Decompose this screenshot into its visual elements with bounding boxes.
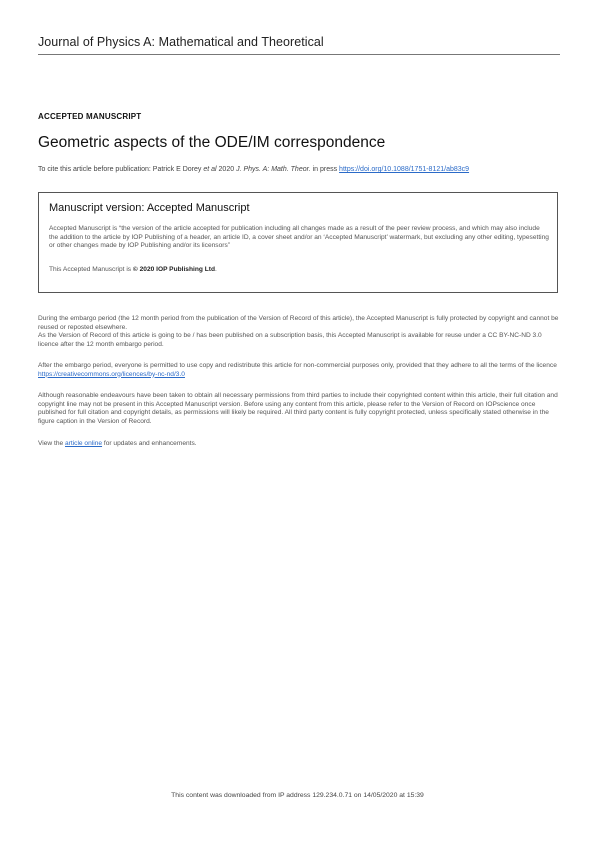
copyright-line — [49, 266, 217, 273]
view-prefix: View the — [38, 440, 66, 447]
download-footer: This content was downloaded from IP address 129.234.0.71 on 14/05/2020 at 15:39 — [171, 792, 424, 799]
cite-status: in press — [310, 166, 340, 173]
article-online-link[interactable]: article online — [65, 440, 103, 447]
view-online-paragraph — [38, 440, 560, 449]
cite-prefix: To cite this article before publication: Patrick E Dorey — [38, 166, 204, 173]
embargo-paragraph — [38, 315, 560, 349]
cite-etal: et al — [203, 166, 217, 173]
reuse-text: After the embargo period, everyone is permitted to use copy and redistribute this article for non-commercial purposes only, provided that they adhere to all the terms of the licence — [38, 362, 557, 369]
manuscript-version-box — [38, 192, 558, 293]
licence-availability-text: As the Version of Record of this article is going to be / has been published on a subscription basis, this Accepted Manuscript is available for reuse under a CC BY-NC-ND 3.0 licence after the 12 month embargo period. — [38, 332, 542, 348]
cite-journal: J. Phys. A: Math. Theor. — [236, 166, 311, 173]
box-title: Manuscript version: Accepted Manuscript — [49, 202, 250, 214]
accepted-manuscript-definition: Accepted Manuscript is “the version of the article accepted for publication including all changes made as a result of the peer review process, and which may also include the addition to the article by IOP Publishing of a header, an article ID, a cover sheet and/or an ‘Accepted Manuscript’ watermark, but excluding any other editing, typesetting or other changes made by IOP Publishing and/or its licensors” — [49, 225, 549, 250]
rights-suffix: . — [214, 266, 217, 273]
header-divider — [38, 54, 560, 55]
embargo-text: During the embargo period (the 12 month period from the publication of the Version of Record of this article), the Accepted Manuscript is fully protected by copyright and cannot be reused or reposted elsewhere. — [38, 315, 559, 331]
citation-line — [38, 166, 568, 173]
view-suffix: for updates and enhancements. — [102, 440, 197, 447]
manuscript-label: ACCEPTED MANUSCRIPT — [38, 112, 142, 121]
article-title: Geometric aspects of the ODE/IM correspondence — [38, 134, 386, 151]
cite-year: 2020 — [216, 166, 237, 173]
licence-link[interactable]: https://creativecommons.org/licences/by-nc-nd/3.0 — [38, 370, 185, 378]
doi-link[interactable]: https://doi.org/10.1088/1751-8121/ab83c9 — [339, 166, 470, 173]
rights-holder: © 2020 IOP Publishing Ltd — [132, 266, 215, 273]
journal-name: Journal of Physics A: Mathematical and Theoretical — [38, 35, 324, 49]
reuse-paragraph — [38, 362, 560, 379]
rights-prefix: This Accepted Manuscript is — [49, 266, 133, 273]
permissions-paragraph: Although reasonable endeavours have been taken to obtain all necessary permissions from third parties to include their copyrighted content within this article, their full citation and copyright line may not be present in this Accepted Manuscript version. Before using any content from this article, please refer to the Version of Record on IOPscience once published for full citation and copyright details, as permissions will likely be required. All third party content is fully copyright protected, unless specifically stated otherwise in the figure caption in the Version of Record. — [38, 392, 558, 425]
